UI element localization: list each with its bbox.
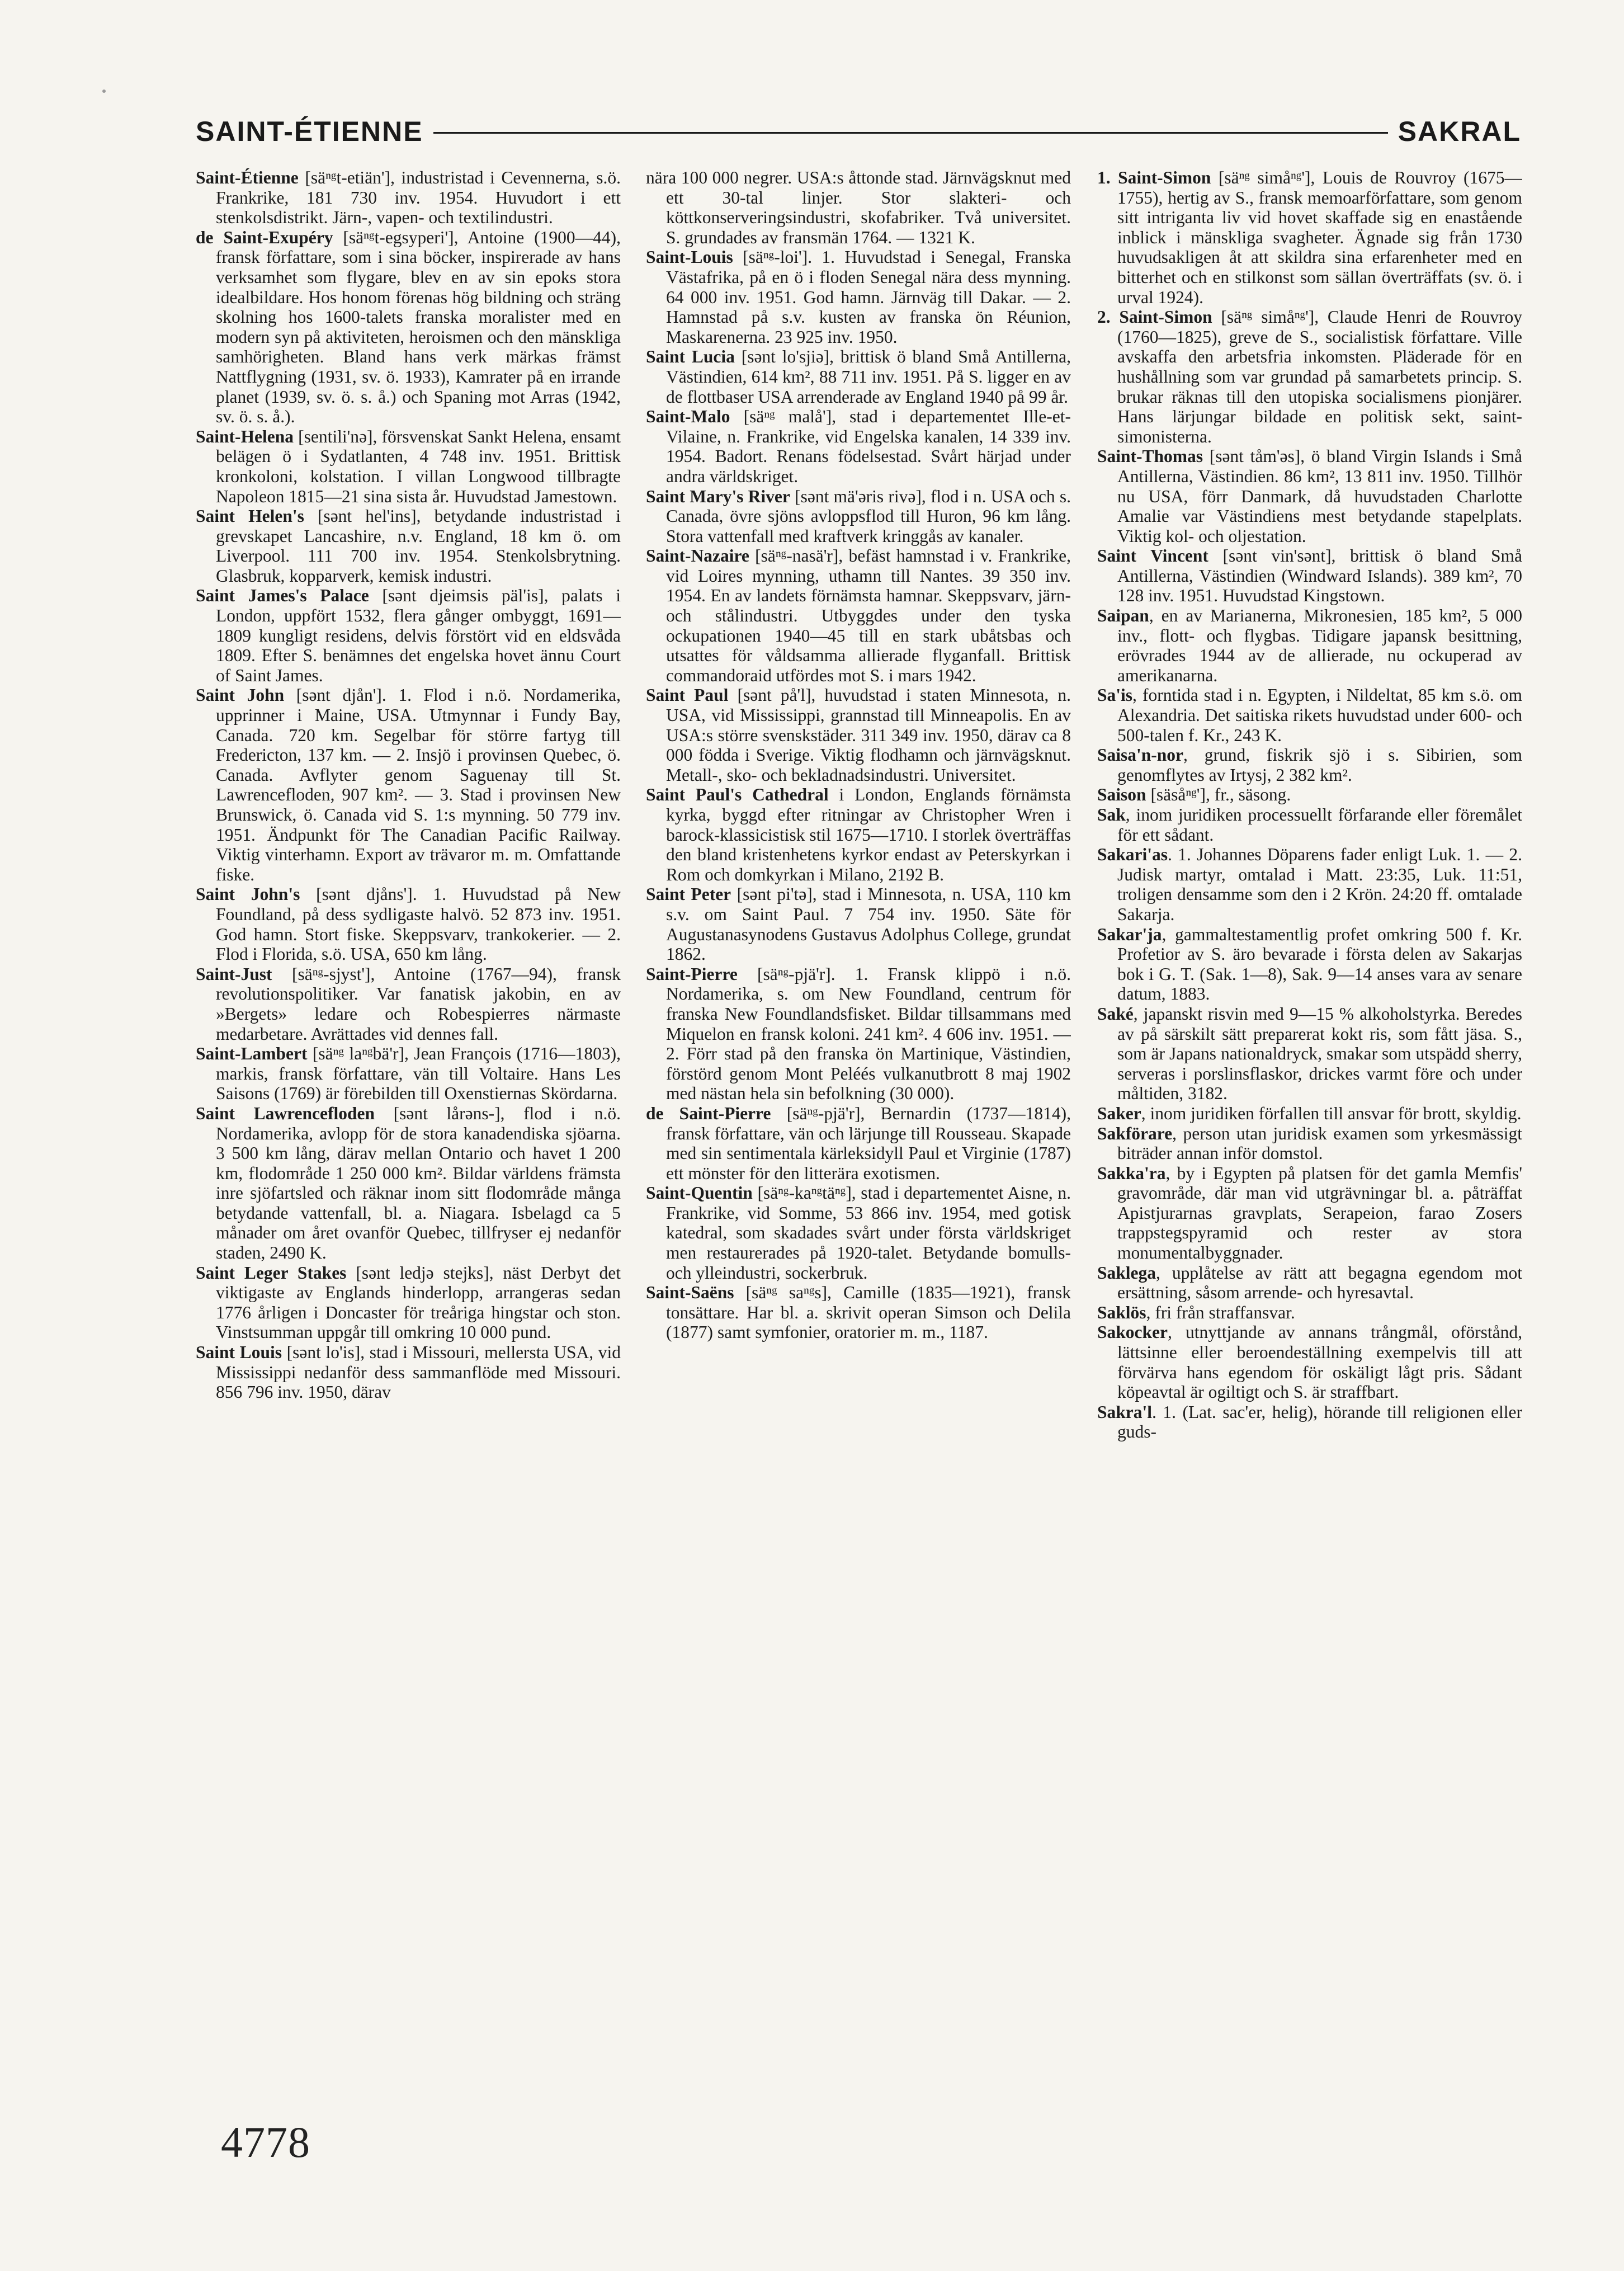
dictionary-entry	[1097, 1402, 1522, 1442]
entry-definition: [sənt pi'tə], stad i Minnesota, n. USA, 110 km s.v. om Saint Paul. 7 754 inv. 1950. Säte för Augustanasynodens Gustavus Adolphus College, grundat 1862.	[666, 884, 1071, 964]
dictionary-entry	[1097, 1124, 1522, 1163]
entry-definition: [sentili'nə], försvenskat Sankt Helena, ensamt belägen ö i Sydatlanten, 4 748 inv. 1951. Brittisk kronkoloni, kolstation. I villan Longwood tillbragte Napoleon 1815—21 sina sista år. Huvudstad Jamestown.	[216, 426, 621, 506]
entry-headword: Sak	[1097, 805, 1126, 824]
entry-headword: Saison	[1097, 785, 1146, 805]
dictionary-entry	[646, 785, 1071, 884]
dictionary-entry	[1097, 805, 1522, 845]
entry-definition: [säⁿᵍ laⁿᵍbä'r], Jean François (1716—1803), markis, fransk författare, vän till Voltaire. Hans Les Saisons (1769) är förebilden till Oxenstiernas Skördarna.	[216, 1044, 621, 1104]
entry-definition: , by i Egypten på platsen för det gamla Memfis' gravområde, där man vid utgrävningar bl. a. påträffat Apistjurarnas gravplats, Serapeion, farao Zosers trappstegspyramid och rester av stora monumentalbyggnader.	[1117, 1163, 1522, 1263]
entry-headword: Sa'is	[1097, 685, 1133, 705]
entry-headword: Saké	[1097, 1003, 1134, 1024]
dictionary-entry	[1097, 446, 1522, 546]
entry-definition: [säⁿᵍt-etiän'], industristad i Cevennerna, s.ö. Frankrike, 181 730 inv. 1954. Huvudort i ett stenkolsdistrikt. Järn-, vapen- och textilindustri.	[216, 168, 621, 228]
dictionary-entry	[1097, 1004, 1522, 1104]
entry-headword: Saint-Pierre	[646, 964, 738, 984]
dictionary-entry	[646, 1183, 1071, 1283]
entry-headword: Saint Leger Stakes	[196, 1262, 347, 1283]
entry-headword: Sakra'l	[1097, 1402, 1153, 1422]
entry-headword: Saint John	[196, 685, 285, 705]
entry-definition: [sənt hel'ins], betydande industristad i grevskapet Lancashire, n.v. England, 18 km ö. om Liverpool. 111 700 inv. 1954. Stenkolsbrytning. Glasbruk, kopparverk, kemisk industri.	[216, 506, 621, 586]
entry-headword: Saint John's	[196, 884, 300, 904]
dictionary-entry	[1097, 546, 1522, 606]
entry-headword: Saklega	[1097, 1262, 1156, 1283]
entry-definition: i London, Englands förnämsta kyrka, byggd efter ritningar av Christopher Wren i barock-klassicistisk stil 1675—1710. I storlek överträffas den bland kristenhetens kyrkor endast av Peterskyrkan i Rom och domkyrkan i Milano, 2192 B.	[666, 785, 1071, 884]
dictionary-entry	[196, 685, 621, 884]
dictionary-entry	[196, 1104, 621, 1263]
dictionary-entry	[1097, 307, 1522, 446]
dictionary-entry	[1097, 845, 1522, 924]
entry-headword: Saker	[1097, 1103, 1141, 1123]
entry-headword: 1. Saint-Simon	[1097, 168, 1211, 187]
entry-definition: [sənt tåm'əs], ö bland Virgin Islands i Små Antillerna, Västindien. 86 km², 13 811 inv. 1950. Tillhör nu USA, förr Danmark, då huvudstaden Charlotte Amalie var Västindiens mest betydande stapelplats. Viktig kol- och oljestation.	[1117, 446, 1522, 546]
dictionary-entry	[1097, 1163, 1522, 1263]
entry-definition: [sənt vin'sənt], brittisk ö bland Små Antillerna, Västindien (Windward Islands). 389 km², 70 128 inv. 1951. Huvudstad Kingstown.	[1117, 546, 1522, 606]
entry-definition: [säⁿᵍ-nasä'r], befäst hamnstad i v. Frankrike, vid Loires mynning, uthamn till Nantes. 39 350 inv. 1954. En av landets förnämsta hamnar. Skeppsvarv, järn- och stålindustri. Utbyggdes under den tyska ockupationen 1940—45 till en stark ubåtsbas och utsattes för våldsamma allierade flyganfall. Brittisk commandoraid utfördes mot S. i mars 1942.	[666, 546, 1071, 685]
entry-definition: [säⁿᵍ-pjä'r], Bernardin (1737—1814), fransk författare, vän och lärjunge till Rousseau. Skapade med sin sentimentala kärleksidyll Paul et Virginie (1787) ett mönster för den litterära exotismen.	[666, 1103, 1071, 1183]
entry-headword: Saint Mary's River	[646, 486, 790, 506]
entry-definition: , upplåtelse av rätt att begagna egendom mot ersättning, såsom arrende- och hyresavtal.	[1117, 1262, 1522, 1303]
running-header	[196, 115, 1521, 148]
entry-headword: Saisa'n-nor	[1097, 745, 1184, 765]
entry-headword: de Saint-Pierre	[646, 1103, 771, 1123]
entry-headword: Saint Helen's	[196, 506, 304, 526]
entry-definition: , grund, fiskrik sjö i s. Sibirien, som genomflytes av Irtysj, 2 382 km².	[1117, 745, 1522, 785]
dictionary-entry	[646, 168, 1071, 247]
dictionary-entry	[1097, 606, 1522, 685]
entry-headword: Saint Vincent	[1097, 546, 1208, 566]
entry-definition: [sənt djeimsis päl'is], palats i London, uppfört 1532, flera gånger ombyggt, 1691—1809 kungligt residens, delvis förstört vid en eldsvåda 1809. Efter S. benämnes det engelska hovet ännu Court of Saint James.	[216, 586, 621, 685]
header-rule	[433, 132, 1388, 134]
dictionary-entry	[646, 1283, 1071, 1342]
entry-definition: [säⁿᵍ saⁿᵍs], Camille (1835—1921), fransk tonsättare. Har bl. a. skrivit operan Simson och Delila (1877) samt symfonier, oratorier m. m., 1187.	[666, 1283, 1071, 1342]
dictionary-entry	[1097, 745, 1522, 785]
entry-definition: [sənt mä'əris rivə], flod i n. USA och s. Canada, övre sjöns avloppsflod till Huron, 96 km lång. Stora vattenfall med kraftverk kringgås av kanaler.	[666, 486, 1071, 546]
entry-headword: Sakförare	[1097, 1123, 1173, 1143]
dictionary-entry	[196, 884, 621, 964]
dictionary-entry	[1097, 1263, 1522, 1303]
dictionary-entry	[646, 407, 1071, 486]
dictionary-entry	[1097, 168, 1522, 307]
dictionary-entry	[646, 487, 1071, 546]
dictionary-entry	[646, 884, 1071, 964]
dictionary-entry	[196, 1342, 621, 1402]
entry-headword: Saint-Étienne	[196, 168, 299, 187]
entry-headword: Saipan	[1097, 606, 1149, 626]
entry-headword: Sakka'ra	[1097, 1163, 1166, 1183]
entry-headword: Sakar'ja	[1097, 924, 1162, 944]
entry-definition: [säⁿᵍ-pjä'r]. 1. Fransk klippö i n.ö. Nordamerika, s. om New Foundland, centrum för franska New Foundlandsfisket. Bildar tillsammans med Miquelon en fransk koloni. 241 km². 4 606 inv. 1951. — 2. Förr stad på den franska ön Martinique, Västindien, förstörd genom Mont Peléés vulkanutbrott 8 maj 1902 med nästan hela sin befolkning (30 000).	[666, 964, 1071, 1104]
entry-definition: nära 100 000 negrer. USA:s åttonde stad. Järnvägsknut med ett 30-tal linjer. Stor slakteri- och köttkonserveringsindustri, skofabriker. Två universitet. S. grundades av fransmän 1764. — 1321 K.	[646, 168, 1071, 247]
entry-definition: [sənt ledjə stejks], näst Derbyt det viktigaste av Englands hinderlopp, arrangeras sedan 1776 årligen i Doncaster för treåriga hingstar och ston. Vinstsumman uppgår till omkring 10 000 pund.	[216, 1262, 621, 1342]
entry-definition: [sənt lårəns-], flod i n.ö. Nordamerika, avlopp för de stora kanadendiska sjöarna. 3 500 km lång, därav mellan Ontario och havet 1 200 km, flodområde 1 250 000 km². Bildar världens främsta inre sjöfartsled och räknar inom sitt flodområde många betydande vattenfall, bl. a. Niagara. Isbelagd ca 5 månader om året ovanför Quebec, tillfryser ej nedanför staden, 2490 K.	[216, 1103, 621, 1263]
dictionary-entry	[196, 964, 621, 1044]
dictionary-entry	[1097, 925, 1522, 1004]
entry-definition: [säⁿᵍ simåⁿᵍ'], Louis de Rouvroy (1675—1755), hertig av S., fransk memoarförfattare, som genom sitt intriganta liv vid hovet skaffade sig en enastående inblick i mänskliga svagheter. Ägnade sig från 1730 huvudsakligen åt att skildra sina erfarenheter med en bitterhet och en stilkonst som sällan överträffats (sv. ö. i urval 1924).	[1117, 168, 1522, 307]
entry-headword: Saint Paul	[646, 685, 729, 705]
entry-headword: Saint-Louis	[646, 247, 733, 267]
entry-definition: [säⁿᵍ-kaⁿᵍtäⁿᵍ], stad i departementet Aisne, n. Frankrike, vid Somme, 53 866 inv. 1954, med gotisk katedral, som skadades svårt under första världskriget men restaurerades på 1920-talet. Betydande bomulls- och ylleindustri, sockerbruk.	[666, 1183, 1071, 1283]
entry-definition: [sənt djåns']. 1. Huvudstad på New Foundland, på dess sydligaste halvö. 52 873 inv. 1951. God hamn. Stort fiske. Skeppsvarv, trankokerier. — 2. Flod i Florida, s.ö. USA, 650 km lång.	[216, 884, 621, 964]
dictionary-entry	[196, 427, 621, 506]
entry-headword: Saklös	[1097, 1302, 1146, 1322]
entry-headword: Saint-Lambert	[196, 1044, 308, 1064]
entry-definition: , fri från straffansvar.	[1146, 1302, 1295, 1322]
page-number: 4778	[221, 2118, 310, 2166]
entry-definition: , forntida stad i n. Egypten, i Nildeltat, 85 km s.ö. om Alexandria. Det saitiska rikets huvudstad under 600- och 500-talen f. Kr., 243 K.	[1117, 685, 1522, 745]
column-3	[1097, 168, 1522, 2159]
entry-definition: [säsåⁿᵍ'], fr., säsong.	[1146, 785, 1291, 805]
dictionary-entry	[1097, 685, 1522, 745]
dictionary-entry	[646, 685, 1071, 785]
entry-headword: Sakari'as	[1097, 845, 1168, 865]
dictionary-entry	[1097, 1303, 1522, 1323]
entry-headword: Saint-Malo	[646, 407, 730, 427]
entry-definition: [säⁿᵍt-egsyperi'], Antoine (1900—44), fransk författare, som i sina böcker, inspirerade av hans verksamhet som flygare, blev en av sin epoks stora idealbildare. Hos honom förenas hög bildning och sträng skolning hos 1600-talets franska moralister med en modern syn på aktiviteten, heroismen och den mänskliga samhörigheten. Bland hans verk märkas främst Nattflygning (1931, sv. ö. 1933), Kamrater på en irrande planet (1939, sv. ö. s. å.) och Spaning mot Arras (1942, sv. ö. s. å.).	[216, 227, 621, 427]
entry-headword: Saint Peter	[646, 884, 731, 904]
print-speck	[102, 89, 106, 93]
column-2	[646, 168, 1071, 2159]
dictionary-entry	[196, 1263, 621, 1342]
dictionary-entry	[1097, 1104, 1522, 1124]
dictionary-entry	[646, 964, 1071, 1104]
entry-headword: Saint Paul's Cathedral	[646, 785, 829, 805]
entry-definition: , gammaltestamentlig profet omkring 500 f. Kr. Profetior av S. äro bevarade i första delen av Sakarjas bok i G. T. (Sak. 1—8), Sak. 9—14 anses vara av senare datum, 1883.	[1117, 924, 1522, 1004]
header-left-word: SAINT-ÉTIENNE	[196, 116, 423, 147]
column-1	[196, 168, 621, 2159]
entry-definition: [säⁿᵍ-sjyst'], Antoine (1767—94), fransk revolutionspolitiker. Var fanatisk jakobin, en av »Bergets» ledare och Robespierres närmaste medarbetare. Avrättades vid dennes fall.	[216, 964, 621, 1044]
entry-definition: [säⁿᵍ malå'], stad i departementet Ille-et-Vilaine, n. Frankrike, vid Engelska kanalen, 14 339 inv. 1954. Badort. Renans födelsestad. Svårt härjad under andra världskriget.	[666, 407, 1071, 486]
dictionary-entry	[646, 1104, 1071, 1183]
dictionary-entry	[1097, 1322, 1522, 1402]
entry-headword: Saint-Quentin	[646, 1183, 753, 1203]
entry-definition: , utnyttjande av annans trångmål, oförstånd, lättsinne eller beroendeställning exempelvis till att förvärva hans egendom för oskäligt lågt pris. Sådant köpeavtal är ogiltigt och S. är straffbart.	[1117, 1322, 1522, 1402]
entry-definition: [säⁿᵍ-loi']. 1. Huvudstad i Senegal, Franska Västafrika, på en ö i floden Senegal nära dess mynning. 64 000 inv. 1951. God hamn. Järnväg till Dakar. — 2. Hamnstad på s.v. kusten av franska ön Réunion, Maskarenerna. 23 925 inv. 1950.	[666, 247, 1071, 347]
entry-headword: Saint-Just	[196, 964, 272, 984]
entry-headword: Sakocker	[1097, 1322, 1168, 1342]
entry-headword: Saint-Nazaire	[646, 546, 749, 566]
entry-definition: [sənt lo'is], stad i Missouri, mellersta USA, vid Mississippi nedanför dess sammanflöde med Missouri. 856 796 inv. 1950, därav	[216, 1342, 621, 1402]
dictionary-entry	[646, 546, 1071, 685]
entry-headword: Saint-Helena	[196, 426, 294, 446]
entry-headword: Saint Louis	[196, 1342, 282, 1363]
entry-definition: [sənt på'l], huvudstad i staten Minnesota, n. USA, vid Mississippi, grannstad till Minneapolis. En av USA:s större svenskstäder. 311 349 inv. 1950, därav ca 8 000 födda i Sverige. Viktig flodhamn och järnvägsknut. Metall-, sko- och bekladnadsindustri. Universitet.	[666, 685, 1071, 785]
entry-definition: , inom juridiken förfallen till ansvar för brott, skyldig.	[1141, 1103, 1522, 1123]
entry-definition: [sənt lo'sjiə], brittisk ö bland Små Antillerna, Västindien, 614 km², 88 711 inv. 1951. På S. ligger en av de flottbaser USA arrenderade av England 1940 på 99 år.	[666, 347, 1071, 407]
entry-definition: , japanskt risvin med 9—15 % alkoholstyrka. Beredes av på särskilt sätt preparerat kokt ris, som fått jäsa. S., som är Japans nationaldryck, smakar som utspädd sherry, serveras i porslinsflaskor, drickes varmt före och under måltiden, 3182.	[1117, 1003, 1522, 1104]
entry-headword: Saint Lawrencefloden	[196, 1103, 375, 1123]
entry-definition: [sənt djån']. 1. Flod i n.ö. Nordamerika, upprinner i Maine, USA. Utmynnar i Fundy Bay, Canada. 720 km. Segelbar för större fartyg till Fredericton, 137 km. — 2. Insjö i provinsen Quebec, ö. Canada. Avflyter genom Saguenay till St. Lawrencefloden, 907 km². — 3. Stad i provinsen New Brunswick, ö. Canada vid S. 1:s mynning. 50 779 inv. 1951. Ändpunkt för The Canadian Pacific Railway. Viktig vinterhamn. Export av trävaror m. m. Omfattande fiske.	[216, 685, 621, 884]
entry-headword: 2. Saint-Simon	[1097, 307, 1212, 327]
entry-headword: Saint-Thomas	[1097, 446, 1203, 467]
entry-definition: , inom juridiken processuellt förfarande eller föremålet för ett sådant.	[1117, 805, 1522, 845]
entry-headword: de Saint-Exupéry	[196, 227, 333, 247]
dictionary-entry	[196, 586, 621, 685]
entry-definition: [säⁿᵍ simåⁿᵍ'], Claude Henri de Rouvroy (1760—1825), greve de S., socialistisk författare. Ville avskaffa den arbetsfria inkomsten. Pläderade för en hushållning som var grundad på samarbetets princip. S. brukar räknas till den utopiska socialismens pionjärer. Hans lärjungar bildade en politisk sekt, saint-simonisterna.	[1117, 307, 1522, 446]
dictionary-entry	[196, 168, 621, 228]
dictionary-entry	[1097, 785, 1522, 805]
dictionary-entry	[196, 506, 621, 586]
header-right-word: SAKRAL	[1398, 116, 1521, 147]
dictionary-entry	[196, 228, 621, 427]
dictionary-entry	[196, 1044, 621, 1104]
dictionary-entry	[646, 247, 1071, 347]
dictionary-entry	[646, 347, 1071, 407]
entry-definition: . 1. (Lat. sac'er, helig), hörande till religionen eller guds-	[1117, 1402, 1522, 1442]
entry-headword: Saint Lucia	[646, 347, 735, 367]
entry-headword: Saint-Saëns	[646, 1283, 734, 1303]
entry-definition: . 1. Johannes Döparens fader enligt Luk. 1. — 2. Judisk martyr, omtalad i Matt. 23:35, Luk. 11:51, troligen densamme som den i 2 Krön. 24:20 ff. omtalade Sakarja.	[1117, 845, 1522, 924]
entry-definition: , en av Marianerna, Mikronesien, 185 km², 5 000 inv., flott- och flygbas. Tidigare japansk besittning, erövrades 1944 av de allierade, nu ockuperad av amerikanarna.	[1117, 606, 1522, 685]
entry-definition: , person utan juridisk examen som yrkesmässigt biträder annan inför domstol.	[1117, 1123, 1522, 1163]
entry-headword: Saint James's Palace	[196, 586, 369, 606]
